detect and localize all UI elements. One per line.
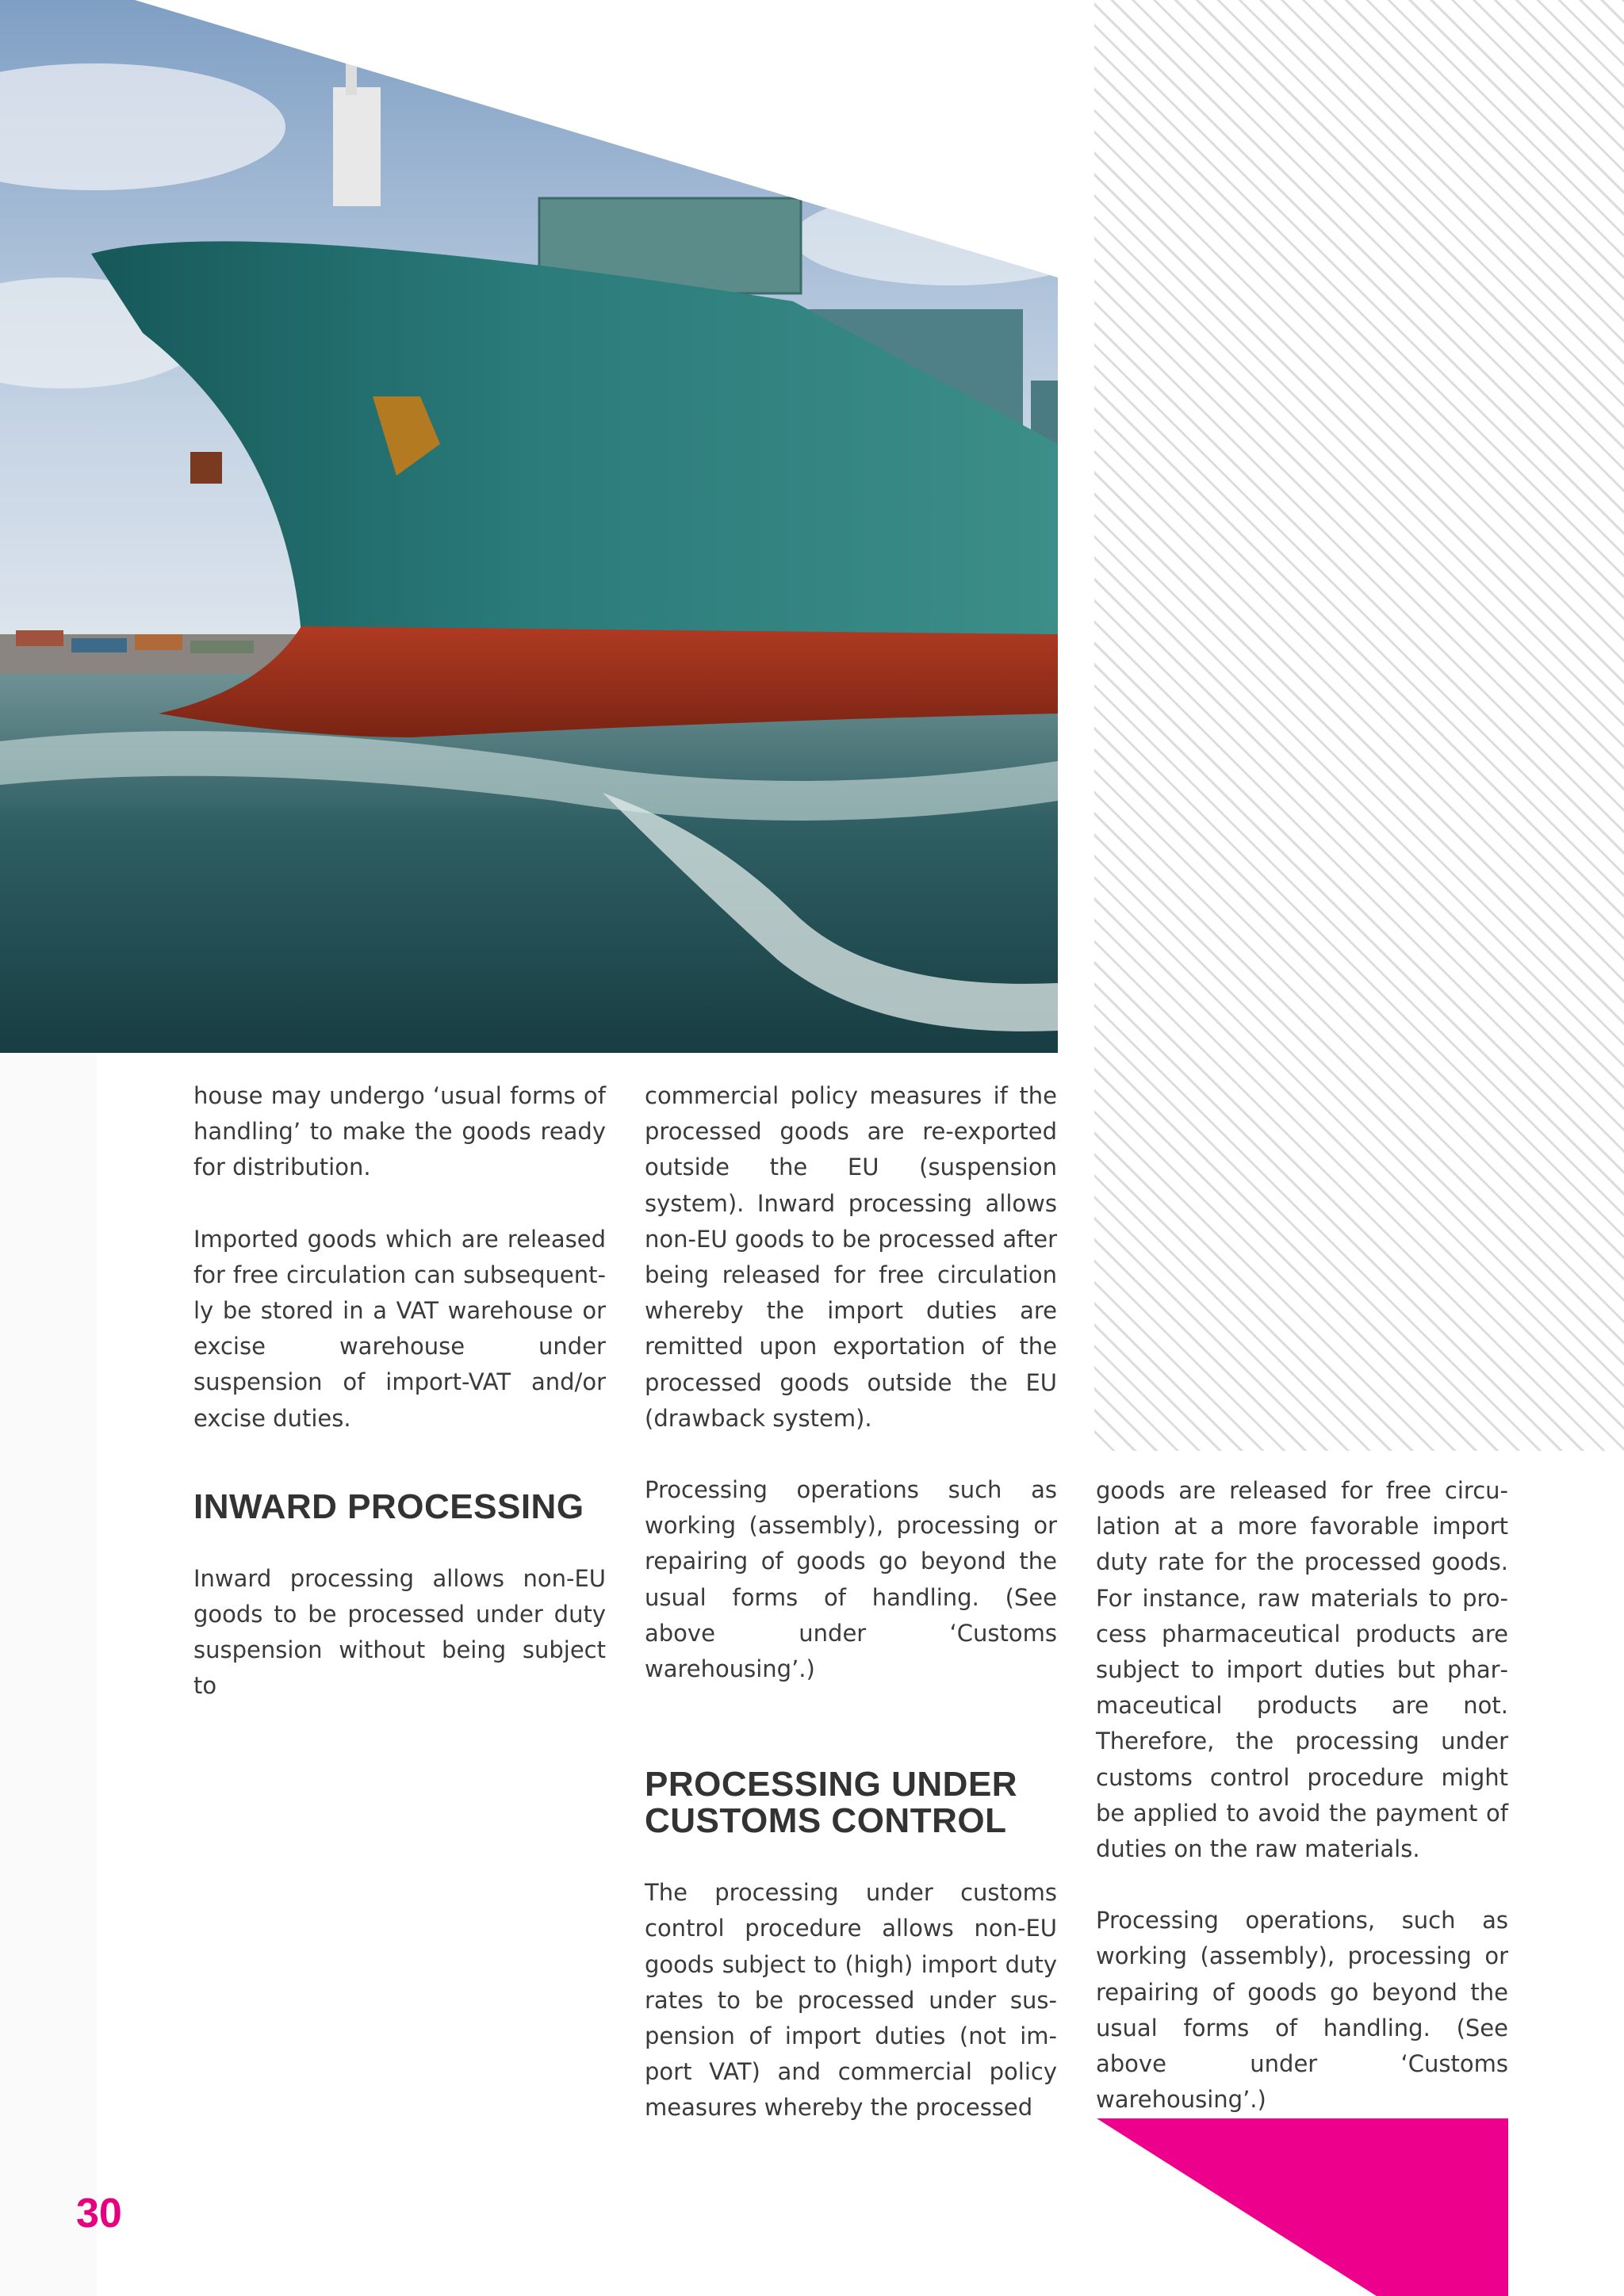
heading-line: CUSTOMS CONTROL [645,1801,1007,1841]
page-number: 30 [76,2191,122,2237]
paragraph: house may undergo ‘usual forms of handling’ to make the goods ready for distribution. [193,1082,606,1181]
paragraph: Inward processing allows non-EU goods to be processed under duty suspension without being subject to [193,1564,606,1700]
paragraph: goods are released for free circulation at a more favorable import duty rate for the processed goods. For instance, raw materials to process pharmaceutical products are subject to import duties but pharmaceutical products are not. Therefore, the processing under customs control procedure might be applied to avoid the payment of duties on the raw materials. [1096,1477,1508,1863]
heading-line: PROCESSING UNDER [645,1765,1018,1804]
section-heading-inward-processing: INWARD PROCESSING [193,1487,584,1526]
container-ship-photo [0,0,1058,1053]
text-column-1 [193,1078,606,1705]
diagonal-stripe-pattern [1094,0,1624,1451]
paragraph: The processing under customs control procedure allows non-EU goods subject to (high) import duty rates to be processed under suspension of import duties (not import VAT) and commercial policy measures whereby the processed [645,1879,1057,2122]
paragraph: Processing operations, such as working (assembly), processing or repairing of goods go beyond the usual forms of handling. (See above under ‘Customs warehousing’.) [1096,1907,1508,2114]
paragraph: Imported goods which are released for free circulation can subsequently be stored in a VAT warehouse or excise warehouse under suspension of import-VAT and/or excise duties. [193,1225,606,1432]
text-column-3 [1096,1473,1508,2118]
section-heading-processing-under-customs-control [645,1766,1057,1839]
pink-corner-triangle [1097,2118,1508,2296]
paragraph: Processing operations such as working (assembly), processing or repairing of goods go beyond the usual forms of handling. (See above under ‘Customs warehousing’.) [645,1476,1057,1683]
paragraph: commercial policy measures if the processed goods are re-exported outside the EU (suspension system). Inward processing allows non-EU goods to be processed after being released for free circulation whereby the import duties are remitted upon exportation of the processed goods outside the EU (drawback system). [645,1082,1057,1432]
text-column-2 [645,1078,1057,2126]
